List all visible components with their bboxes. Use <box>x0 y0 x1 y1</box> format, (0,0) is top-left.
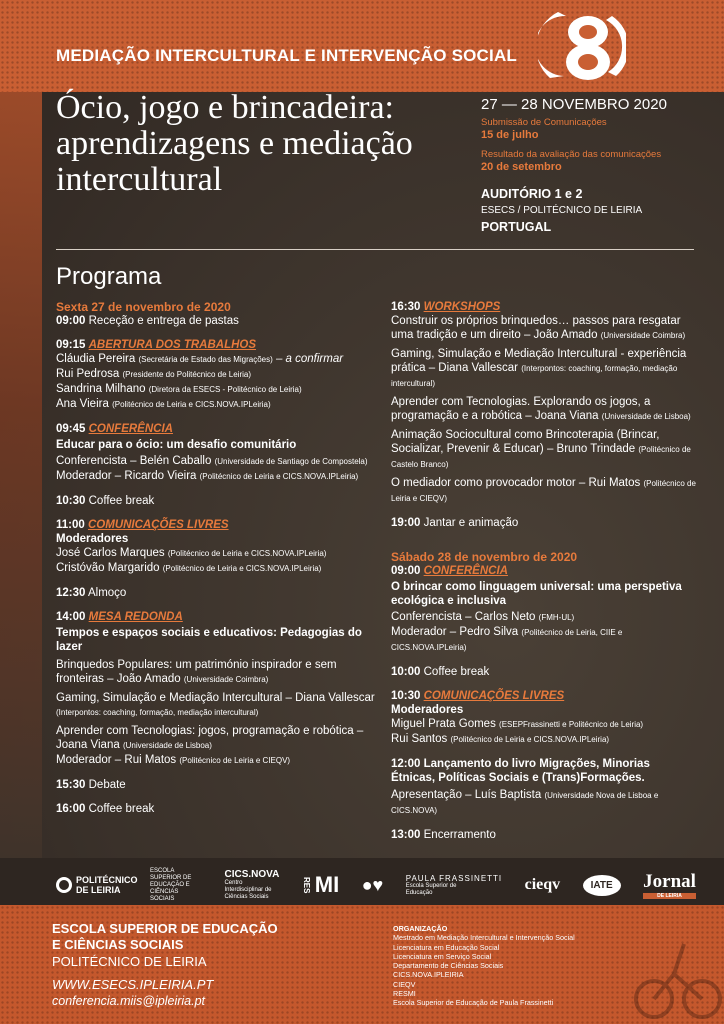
organization-list: ORGANIZAÇÃO Mestrado em Mediação Intercultural e Intervenção Social Licenciatura em Educação Social Licenciatura em Serviço Social Departamento de Ciências Sociais CICS.NOVA.IPLEIRIA CIEQV RESMI Escola Superior de Educação de Paula Frassinetti <box>393 924 575 1008</box>
edition-8-logo <box>538 6 626 84</box>
cics-nova-logo: CICS.NOVA Centro Interdisciplinar de Ciências Sociais <box>224 869 280 900</box>
iate-logo: IATE <box>583 875 621 896</box>
date-info: 27 — 28 NOVEMBRO 2020 Submissão de Comunicações 15 de julho Resultado da avaliação das comunicações 20 de setembro AUDITÓRIO 1 e 2 ESECS / POLITÉCNICO DE LEIRIA PORTUGAL <box>481 96 696 234</box>
event-dates: 27 — 28 NOVEMBRO 2020 <box>481 96 667 113</box>
program-block: 12:00 Lançamento do livro Migrações, Minorias Étnicas, Políticas Sociais e (Trans)Formações. Apresentação – Luís Baptista (Universidade Nova de Lisboa e CICS.NOVA) <box>391 758 659 815</box>
program-block: 09:45 CONFERÊNCIA Educar para o ócio: um desafio comunitário Conferencista – Belén Caballo (Universidade de Santiago de Compostela) Moderador – Ricardo Vieira (Politécnico de Leiria e CICS.NOVA.IPLeiria) <box>56 423 368 482</box>
partner-logos <box>56 868 696 902</box>
email-link[interactable]: conferencia.miis@ipleiria.pt <box>52 994 206 1008</box>
venue: AUDITÓRIO 1 e 2 <box>481 187 583 201</box>
left-decoration <box>0 92 42 892</box>
series-title: MEDIAÇÃO INTERCULTURAL E INTERVENÇÃO SOCIAL <box>56 46 518 65</box>
website-link[interactable]: WWW.ESECS.IPLEIRIA.PT <box>52 977 214 992</box>
conference-title: Ócio, jogo e brincadeira: aprendizagens e mediação intercultural <box>56 89 413 198</box>
school-info: ESCOLA SUPERIOR DE EDUCAÇÃO E CIÊNCIAS SOCIAIS POLITÉCNICO DE LEIRIA WWW.ESECS.IPLEIRIA.PT conferencia.miis@ipleiria.pt <box>52 921 352 1008</box>
resmi-logo: RES MI <box>301 872 340 897</box>
day-heading: Sexta 27 de novembro de 2020 <box>56 300 231 314</box>
day-heading: Sábado 28 de novembro de 2020 <box>391 550 578 564</box>
program-block: 16:30 WORKSHOPS Construir os próprios brinquedos… passos para resgatar uma tradição e um direito – João Amado (Universidade Coimbra) Gaming, Simulação e Mediação Intercultural - experiência prática – Diana Vallescar (Interpontos: coaching, formação, mediação intercultural) Aprender com Tecnologias. Explorando os jogos, a programação e a robótica – Joana Viana (Universidade de Lisboa) Animação Sociocultural como Brincoterapia (Brincar, Socializar, Prevenir & Educar) – Bruno Trindade (Politécnico de Castelo Branco) O mediador como provocador motor – Rui Matos (Politécnico de Leiria e CIEQV) <box>391 301 696 503</box>
politecnico-leiria-logo: POLITÉCNICO DE LEIRIA ESCOLA SUPERIOR DE EDUCAÇÃO E CIÊNCIAS SOCIAIS <box>56 868 202 903</box>
program-block: 09:15 ABERTURA DOS TRABALHOS Cláudia Pereira (Secretária de Estado das Migrações) – a confirmar Rui Pedrosa (Presidente do Politécnico de Leiria) Sandrina Milhano (Diretora da ESECS - Politécnico de Leiria) Ana Vieira (Politécnico de Leiria e CICS.NOVA.IPLeiria) <box>56 339 344 410</box>
paula-frassinetti-logo: PAULA FRASSINETTI Escola Superior de Educação <box>405 873 503 896</box>
program-block: 11:00 COMUNICAÇÕES LIVRES Moderadores José Carlos Marques (Politécnico de Leiria e CICS.NOVA.IPLeiria) Cristóvão Margarido (Politécnico de Leiria e CICS.NOVA.IPLeiria) <box>56 519 327 574</box>
program-column-right: 16:30 WORKSHOPS Construir os próprios brinquedos… passos para resgatar uma tradição e um direito – João Amado (Universidade Coimbra) Gaming, Simulação e Mediação Intercultural - experiência prática – Diana Vallescar (Interpontos: coaching, formação, mediação intercultural) Aprender com Tecnologias. Explorando os jogos, a programação e a robótica – Joana Viana (Universidade de Lisboa) Animação Sociocultural como Brincoterapia (Brincar, Socializar, Prevenir & Educar) – Bruno Trindade (Politécnico de Castelo Branco) O mediador como provocador motor – Rui Matos (Politécnico de Leiria e CIEQV) 19:00 Jantar e animação Sábado 28 de novembro de 2020 09:00 CONFERÊNCIA O brincar como linguagem universal: uma perspetiva ecológica e inclusiva Conferencista – Carlos Neto (FMH-UL) Moderador – Pedro Silva (Politécnico de Leiria, CIIE e CICS.NOVA.IPLeiria) 10:00 Coffee break 10:30 COMUNICAÇÕES LIVRES Moderadores Miguel Prata Gomes (ESEPFrassinetti e Politécnico de Leiria) Rui Santos (Politécnico de Leiria e CICS.NOVA.IPLeiria) 12:00 Lançamento do livro Migrações, Minorias Étnicas, Políticas Sociais e (Trans)Formações. Apresentação – Luís Baptista (Universidade Nova de Lisboa e CICS.NOVA) 13:00 Encerramento <box>391 301 696 841</box>
cyclist-illustration <box>624 904 724 1024</box>
cieqv-logo: cieqv <box>524 876 561 893</box>
program-block: 10:30 COMUNICAÇÕES LIVRES Moderadores Miguel Prata Gomes (ESEPFrassinetti e Politécnico de Leiria) Rui Santos (Politécnico de Leiria e CICS.NOVA.IPLeiria) <box>391 690 644 745</box>
heart-icon: ●♥ <box>361 874 384 895</box>
jornal-leiria-logo: Jornal DE LEIRIA <box>643 871 696 899</box>
program-block: 09:00 CONFERÊNCIA O brincar como linguagem universal: uma perspetiva ecológica e inclusiva Conferencista – Carlos Neto (FMH-UL) Moderador – Pedro Silva (Politécnico de Leiria, CIIE e CICS.NOVA.IPLeiria) <box>391 565 682 652</box>
divider <box>56 249 694 250</box>
programa-heading: Programa <box>56 263 162 290</box>
program-column-left: Sexta 27 de novembro de 2020 09:00 Receção e entrega de pastas 09:15 ABERTURA DOS TRABALHOS Cláudia Pereira (Secretária de Estado das Migrações) – a confirmar Rui Pedrosa (Presidente do Politécnico de Leiria) Sandrina Milhano (Diretora da ESECS - Politécnico de Leiria) Ana Vieira (Politécnico de Leiria e CICS.NOVA.IPLeiria) 09:45 CONFERÊNCIA Educar para o ócio: um desafio comunitário Conferencista – Belén Caballo (Universidade de Santiago de Compostela) Moderador – Ricardo Vieira (Politécnico de Leiria e CICS.NOVA.IPLeiria) 10:30 Coffee break 11:00 COMUNICAÇÕES LIVRES Moderadores José Carlos Marques (Politécnico de Leiria e CICS.NOVA.IPLeiria) Cristóvão Margarido (Politécnico de Leiria e CICS.NOVA.IPLeiria) 12:30 Almoço 14:00 MESA REDONDA Tempos e espaços sociais e educativos: Pedagogias do lazer Brinquedos Populares: um património inspirador e sem fronteiras – João Amado (Universidade Coimbra) Gaming, Simulação e Mediação Intercultural – Diana Vallescar (Interpontos: coaching, formação, mediação intercultural) Aprender com Tecnologias: jogos, programação e robótica – Joana Viana (Universidade de Lisboa) Moderador – Rui Matos (Politécnico de Leiria e CIEQV) 15:30 Debate 16:00 Coffee break <box>56 300 381 826</box>
program-block: 14:00 MESA REDONDA Tempos e espaços sociais e educativos: Pedagogias do lazer Brinquedos Populares: um património inspirador e sem fronteiras – João Amado (Universidade Coimbra) Gaming, Simulação e Mediação Intercultural – Diana Vallescar (Interpontos: coaching, formação, mediação intercultural) Aprender com Tecnologias: jogos, programação e robótica – Joana Viana (Universidade de Lisboa) Moderador – Rui Matos (Politécnico de Leiria e CIEQV) <box>56 611 375 766</box>
